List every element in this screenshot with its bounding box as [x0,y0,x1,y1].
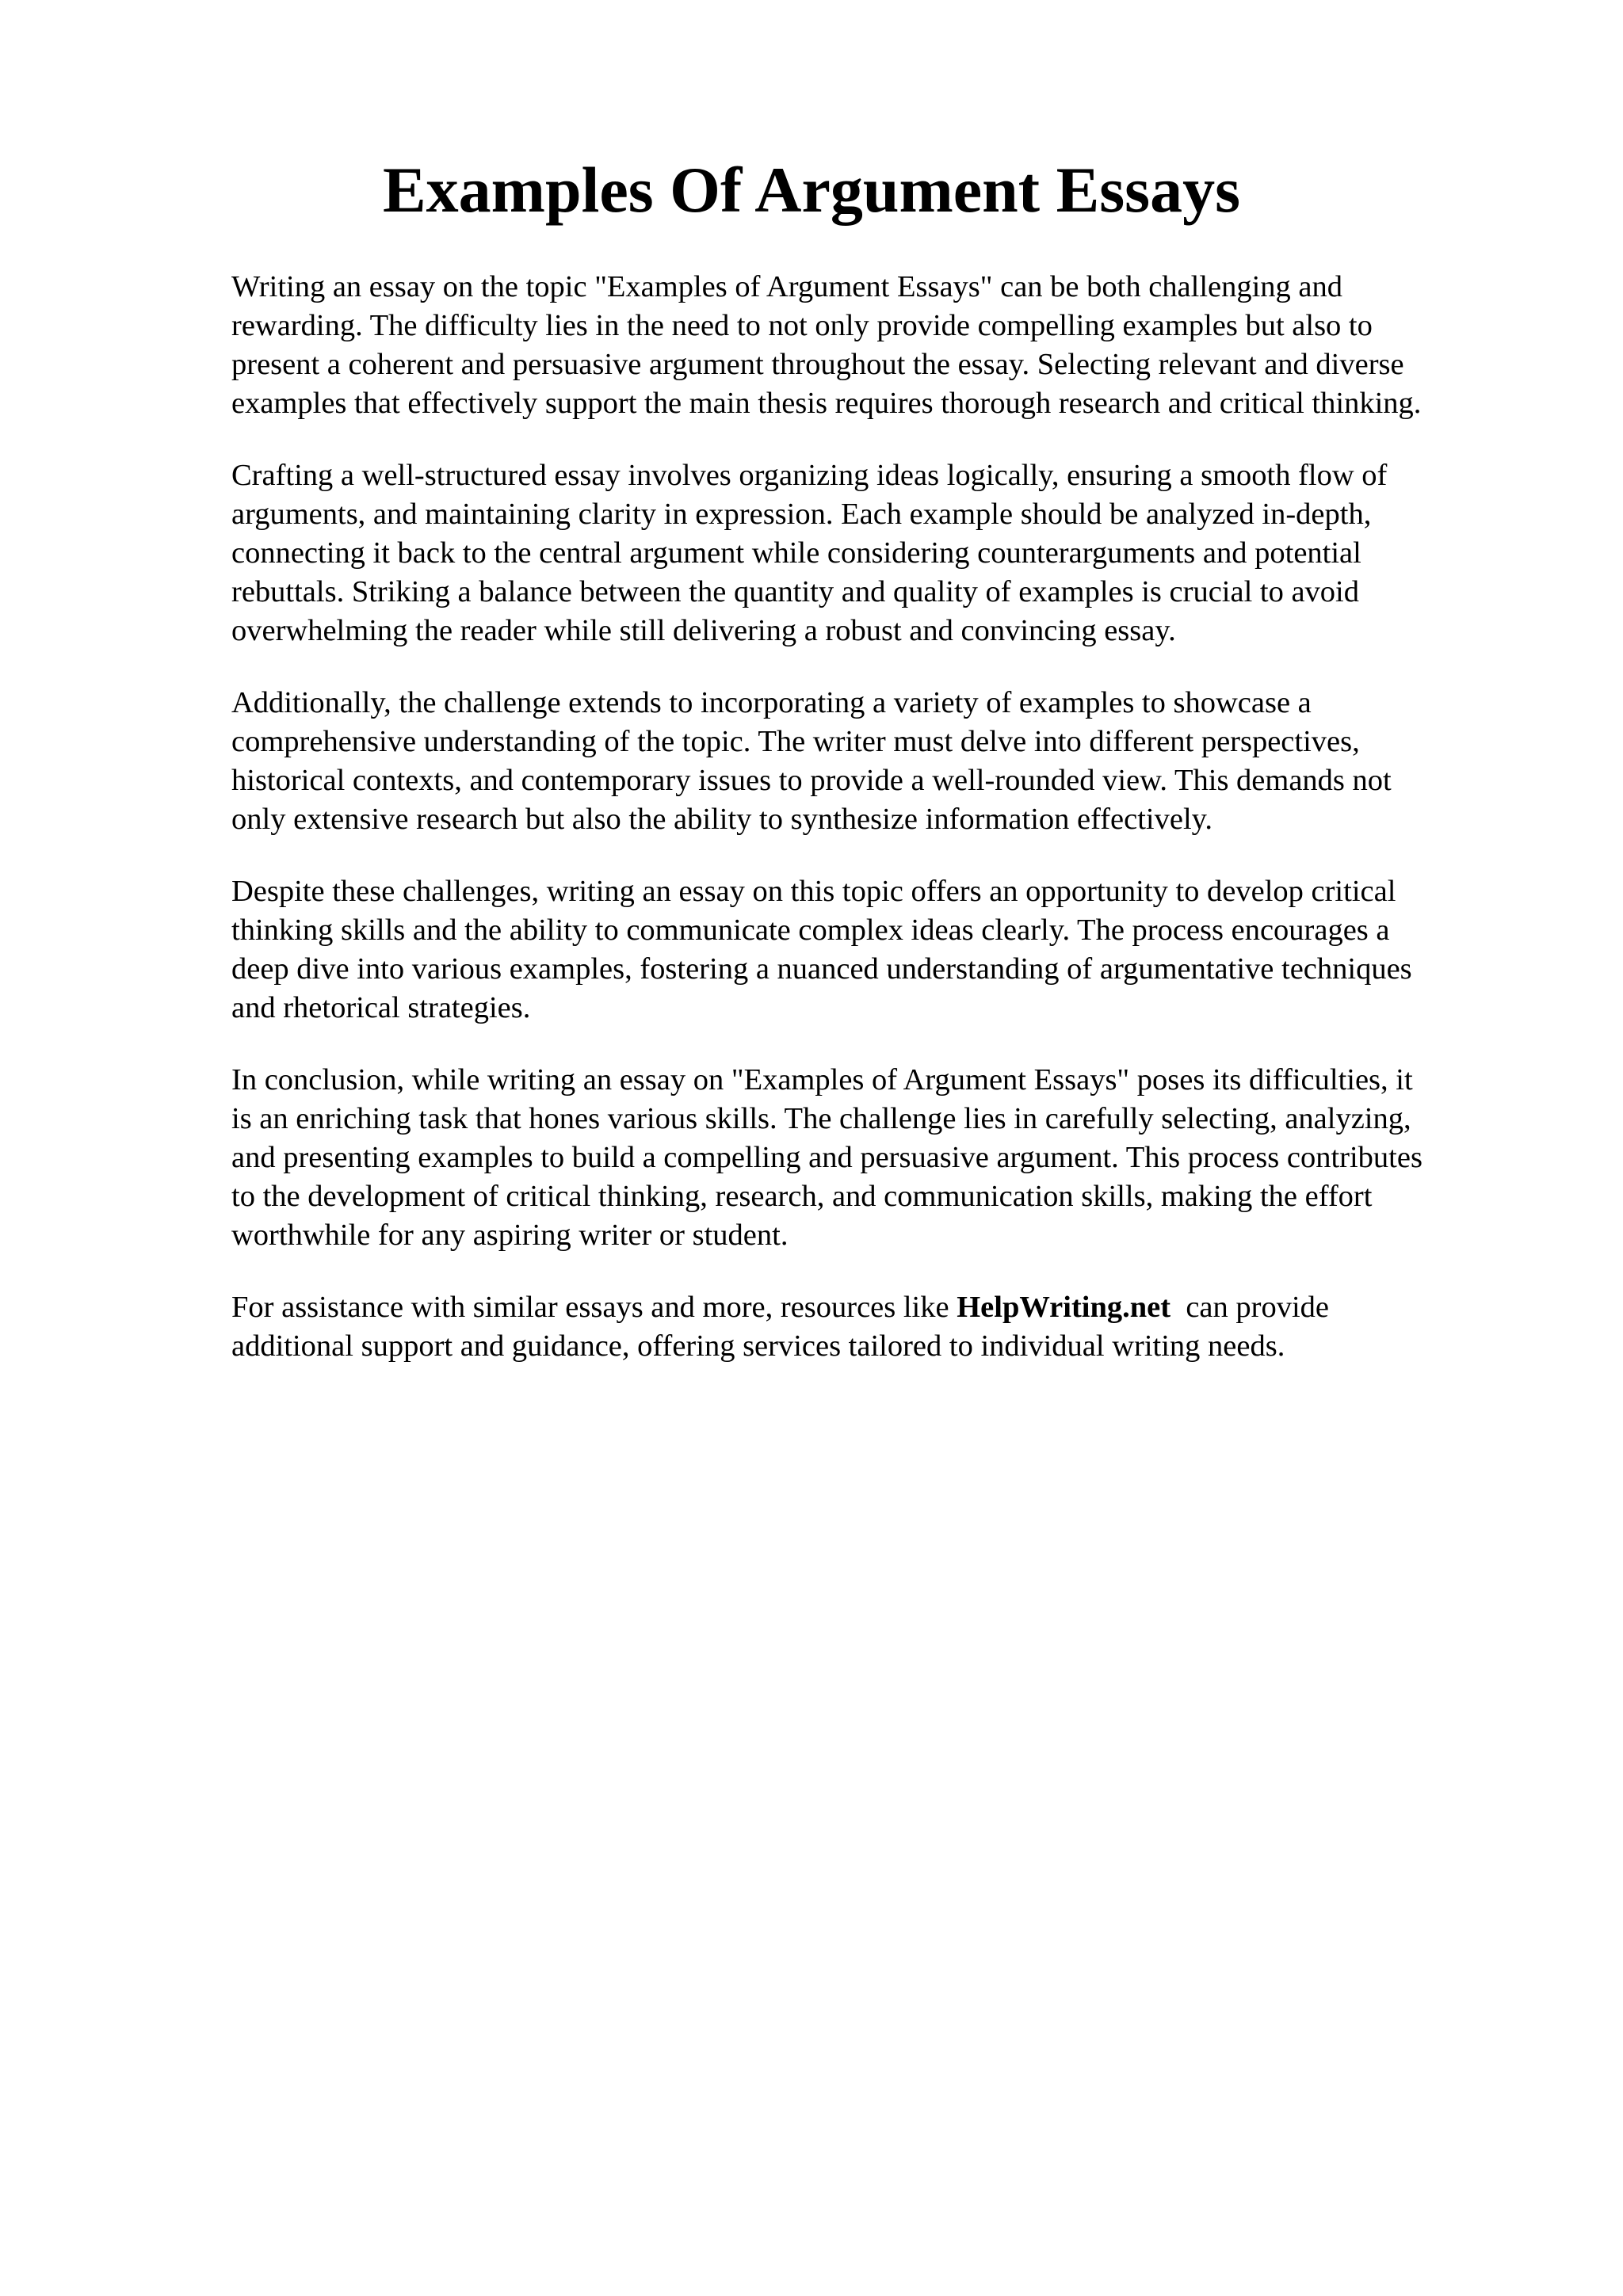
paragraph-line: and presenting examples to build a compelling and persuasive argument. This process contributes [231,1141,1423,1174]
closing-text-after: can provide [1170,1291,1330,1324]
paragraph-line: Writing an essay on the topic "Examples of Argument Essays" can be both challenging and [231,270,1343,303]
paragraph-line: Additionally, the challenge extends to incorporating a variety of examples to showcase a [231,686,1312,719]
paragraph-line: Crafting a well-structured essay involves organizing ideas logically, ensuring a smooth flow of [231,459,1388,492]
essay-paragraph [231,268,1579,423]
paragraph-line: examples that effectively support the main thesis requires thorough research and critical thinking. [231,387,1422,420]
paragraph-line: rebuttals. Striking a balance between the quantity and quality of examples is crucial to avoid [231,575,1359,608]
closing-text-before: For assistance with similar essays and more, resources like [231,1291,957,1324]
paragraph-list [231,268,1579,1255]
paragraph-line: to the development of critical thinking, research, and communication skills, making the effort [231,1180,1373,1213]
page-title: Examples Of Argument Essays [382,154,1240,226]
paragraph-line: only extensive research but also the ability to synthesize information effectively. [231,803,1213,836]
paragraph-line: worthwhile for any aspiring writer or student. [231,1219,789,1252]
essay-paragraph [231,684,1579,839]
essay-paragraph [231,456,1579,650]
paragraph-line: comprehensive understanding of the topic. The writer must delve into different perspectives, [231,725,1360,758]
paragraph-line: In conclusion, while writing an essay on "Examples of Argument Essays" poses its difficulties, it [231,1063,1413,1097]
essay-paragraph [231,872,1579,1028]
essay-body [231,268,1579,1399]
paragraph-line: rewarding. The difficulty lies in the need to not only provide compelling examples but also to [231,309,1373,342]
essay-paragraph [231,1061,1579,1255]
closing-paragraph [231,1288,1579,1366]
paragraph-line: arguments, and maintaining clarity in expression. Each example should be analyzed in-depth, [231,498,1372,531]
paragraph-line: historical contexts, and contemporary issues to provide a well-rounded view. This demands not [231,764,1392,797]
closing-line-2: additional support and guidance, offering services tailored to individual writing needs. [231,1329,1285,1363]
helpwriting-link-text: HelpWriting.net [957,1291,1171,1324]
paragraph-line: deep dive into various examples, fostering a nuanced understanding of argumentative techniques [231,952,1412,986]
paragraph-line: thinking skills and the ability to communicate complex ideas clearly. The process encourages a [231,913,1390,947]
paragraph-line: connecting it back to the central argument while considering counterarguments and potential [231,536,1361,570]
paragraph-line: present a coherent and persuasive argument throughout the essay. Selecting relevant and diverse [231,348,1404,381]
paragraph-line: overwhelming the reader while still delivering a robust and convincing essay. [231,614,1176,647]
closing-line-1 [231,1288,1579,1327]
paragraph-line: Despite these challenges, writing an essay on this topic offers an opportunity to develop critical [231,875,1396,908]
paragraph-line: is an enriching task that hones various skills. The challenge lies in carefully selecting, analyzing, [231,1102,1411,1135]
paragraph-line: and rhetorical strategies. [231,991,531,1024]
